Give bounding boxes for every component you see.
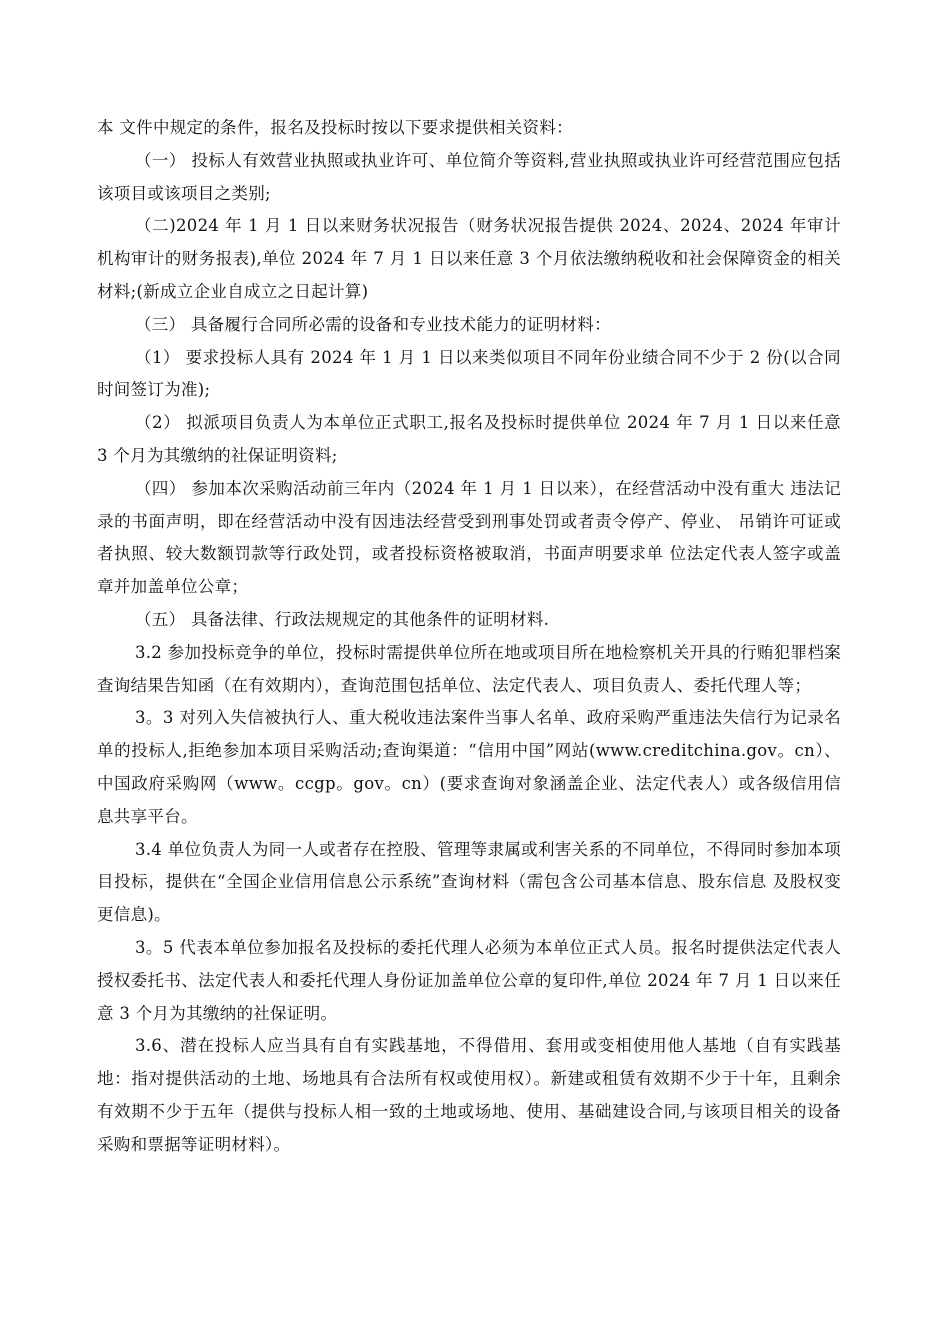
document-body: [97, 112, 841, 1162]
paragraph-item-5: （五） 具备法律、行政法规规定的其他条件的证明材料.: [134, 609, 550, 629]
paragraph-clause-3-2: 3.2 参加投标竞争的单位，投标时需提供单位所在地或项目所在地检察机关开具的行贿犯罪档案查询结果告知函（在有效期内），查询范围包括单位、法定代表人、项目负责人、委托代理人等；: [97, 642, 841, 695]
paragraph-subitem-1: （1） 要求投标人具有 2024 年 1 月 1 日以来类似项目不同年份业绩合同不少于 2 份(以合同时间签订为准);: [97, 347, 841, 400]
paragraph-item-4: （四） 参加本次采购活动前三年内（2024 年 1 月 1 日以来），在经营活动中没有重大 违法记录的书面声明，即在经营活动中没有因违法经营受到刑事处罚或者责令停产、停业、 吊销许可证或者执照、较大数额罚款等行政处罚，或者投标资格被取消，书面声明要求单 位法定代表人签字或盖章并加盖单位公章；: [97, 478, 841, 597]
paragraph-item-3: （三） 具备履行合同所必需的设备和专业技术能力的证明材料：: [134, 314, 611, 334]
paragraph-item-1: （一） 投标人有效营业执照或执业许可、单位简介等资料,营业执照或执业许可经营范围应包括该项目或该项目之类别;: [97, 150, 841, 203]
paragraph-intro: 本 文件中规定的条件，报名及投标时按以下要求提供相关资料：: [97, 118, 573, 137]
paragraph-clause-3-5: 3。5 代表本单位参加报名及投标的委托代理人必须为本单位正式人员。报名时提供法定代表人授权委托书、法定代表人和委托代理人身份证加盖单位公章的复印件,单位 2024 年 7 月 1 日以来任意 3 个月为其缴纳的社保证明。: [97, 937, 841, 1023]
paragraph-subitem-2: （2） 拟派项目负责人为本单位正式职工,报名及投标时提供单位 2024 年 7 月 1 日以来任意 3 个月为其缴纳的社保证明资料;: [97, 413, 841, 465]
paragraph-item-2: （二)2024 年 1 月 1 日以来财务状况报告（财务状况报告提供 2024、2024、2024 年审计机构审计的财务报表),单位 2024 年 7 月 1 日以来任意 3 个月依法缴纳税收和社会保障资金的相关材料;(新成立企业自成立之日起计算): [97, 216, 841, 301]
paragraph-clause-3-3: 3。3 对列入失信被执行人、重大税收违法案件当事人名单、政府采购严重违法失信行为记录名单的投标人,拒绝参加本项目采购活动;查询渠道：“信用中国”网站(www.creditchina.gov。cn）、中国政府采购网（www。ccgp。gov。cn）(要求查询对象涵盖企业、法定代表人）或各级信用信息共享平台。: [97, 708, 841, 826]
paragraph-clause-3-6: 3.6、潜在投标人应当具有自有实践基地，不得借用、套用或变相使用他人基地（自有实践基地：指对提供活动的土地、场地具有合法所有权或使用权）。新建或租赁有效期不少于十年，且剩余有效期不少于五年（提供与投标人相一致的土地或场地、使用、基础建设合同,与该项目相关的设备采购和票据等证明材料）。: [97, 1036, 841, 1154]
paragraph-clause-3-4: 3.4 单位负责人为同一人或者存在控股、管理等隶属或利害关系的不同单位，不得同时参加本项目投标，提供在“全国企业信用信息公示系统”查询材料（需包含公司基本信息、股东信息 及股权变更信息)。: [97, 839, 841, 925]
